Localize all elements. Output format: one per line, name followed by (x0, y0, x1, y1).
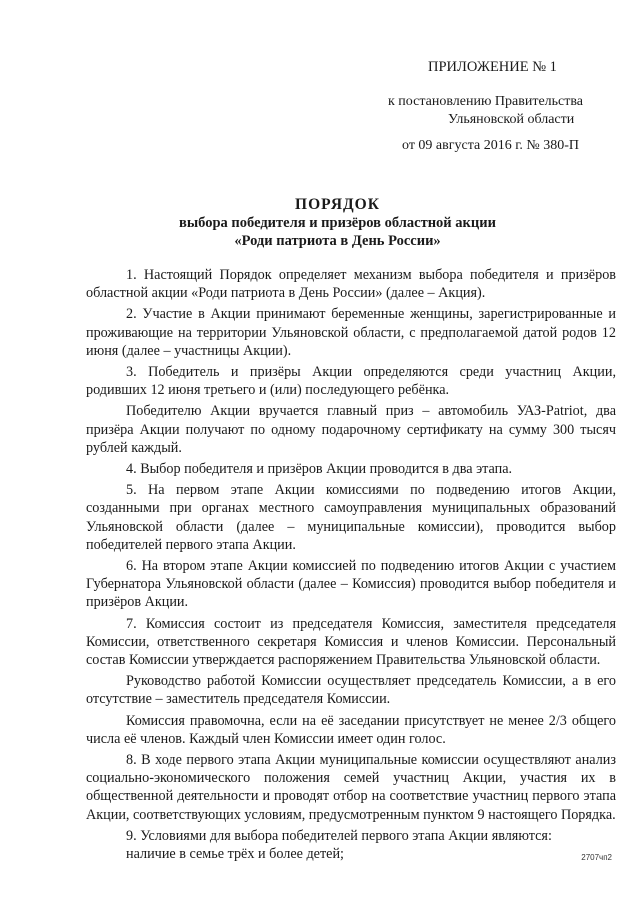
document-body (86, 266, 616, 863)
title-line-2: выбора победителя и призёров областной акции (179, 215, 496, 231)
paragraph: 8. В ходе первого этапа Акции муниципальные комиссии осуществляют анализ социально-экономического положения семей участниц Акции, участия их в общественной деятельности и проводят отбор на соответствие участниц первого этапа Акции, соответствующих условиям, предусмотренным пунктом 9 настоящего Порядка. (86, 752, 616, 823)
document-title (60, 196, 615, 250)
paragraph: 2. Участие в Акции принимают беременные женщины, зарегистрированные и проживающие на территории Ульяновской области, с предполагаемой датой родов 12 июня (далее – участницы Акции). (86, 306, 616, 359)
appendix-reference (388, 93, 618, 129)
footer-code: 2707чп2 (581, 853, 612, 862)
appendix-ref-line-1: к постановлению Правительства (388, 94, 584, 109)
paragraph: 1. Настоящий Порядок определяет механизм выбора победителя и призёров областной акции «Роди патриота в День России» (далее – Акция). (86, 267, 616, 302)
appendix-date (402, 137, 632, 155)
appendix-title (428, 58, 640, 76)
appendix-title-text: ПРИЛОЖЕНИЕ № 1 (428, 59, 557, 75)
title-line-1: ПОРЯДОК (295, 196, 380, 213)
paragraph: 4. Выбор победителя и призёров Акции проводится в два этапа. (126, 461, 513, 478)
appendix-date-text: от 09 августа 2016 г. № 380-П (402, 138, 580, 153)
paragraph: Победителю Акции вручается главный приз – автомобиль УАЗ-Patriot, два призёра Акции получают по одному подарочному сертификату на сумму 300 тысяч рублей каждый. (86, 403, 616, 456)
paragraph: 9. Условиями для выбора победителей первого этапа Акции являются: (126, 827, 552, 844)
paragraph: Руководство работой Комиссии осуществляет председатель Комиссии, а в его отсутствие – заместитель председателя Комиссии. (86, 673, 616, 708)
paragraph: Комиссия правомочна, если на её заседании присутствует не менее 2/3 общего числа её членов. Каждый член Комиссии имеет один голос. (86, 712, 616, 747)
paragraph: 6. На втором этапе Акции комиссией по подведению итогов Акции с участием Губернатора Ульяновской области (далее – Комиссия) проводится выбор победителя и призёров Акции. (86, 558, 616, 611)
title-line-3: «Роди патриота в День России» (234, 233, 441, 249)
paragraph: наличие в семье трёх и более детей; (126, 846, 345, 863)
appendix-ref-line-2: Ульяновской области (448, 112, 575, 127)
paragraph: 5. На первом этапе Акции комиссиями по подведению итогов Акции, созданными при органах местного самоуправления муниципальных образований Ульяновской области (далее – муниципальные комиссии), проводится выбор победителей первого этапа Акции. (86, 482, 616, 553)
paragraph: 7. Комиссия состоит из председателя Комиссия, заместителя председателя Комиссии, ответственного секретаря Комиссия и членов Комиссии. Персональный состав Комиссии утверждается распоряжением Правительства Ульяновской области. (86, 615, 616, 669)
paragraph: 3. Победитель и призёры Акции определяются среди участниц Акции, родивших 12 июня третьего и (или) последующего ребёнка. (86, 364, 616, 399)
